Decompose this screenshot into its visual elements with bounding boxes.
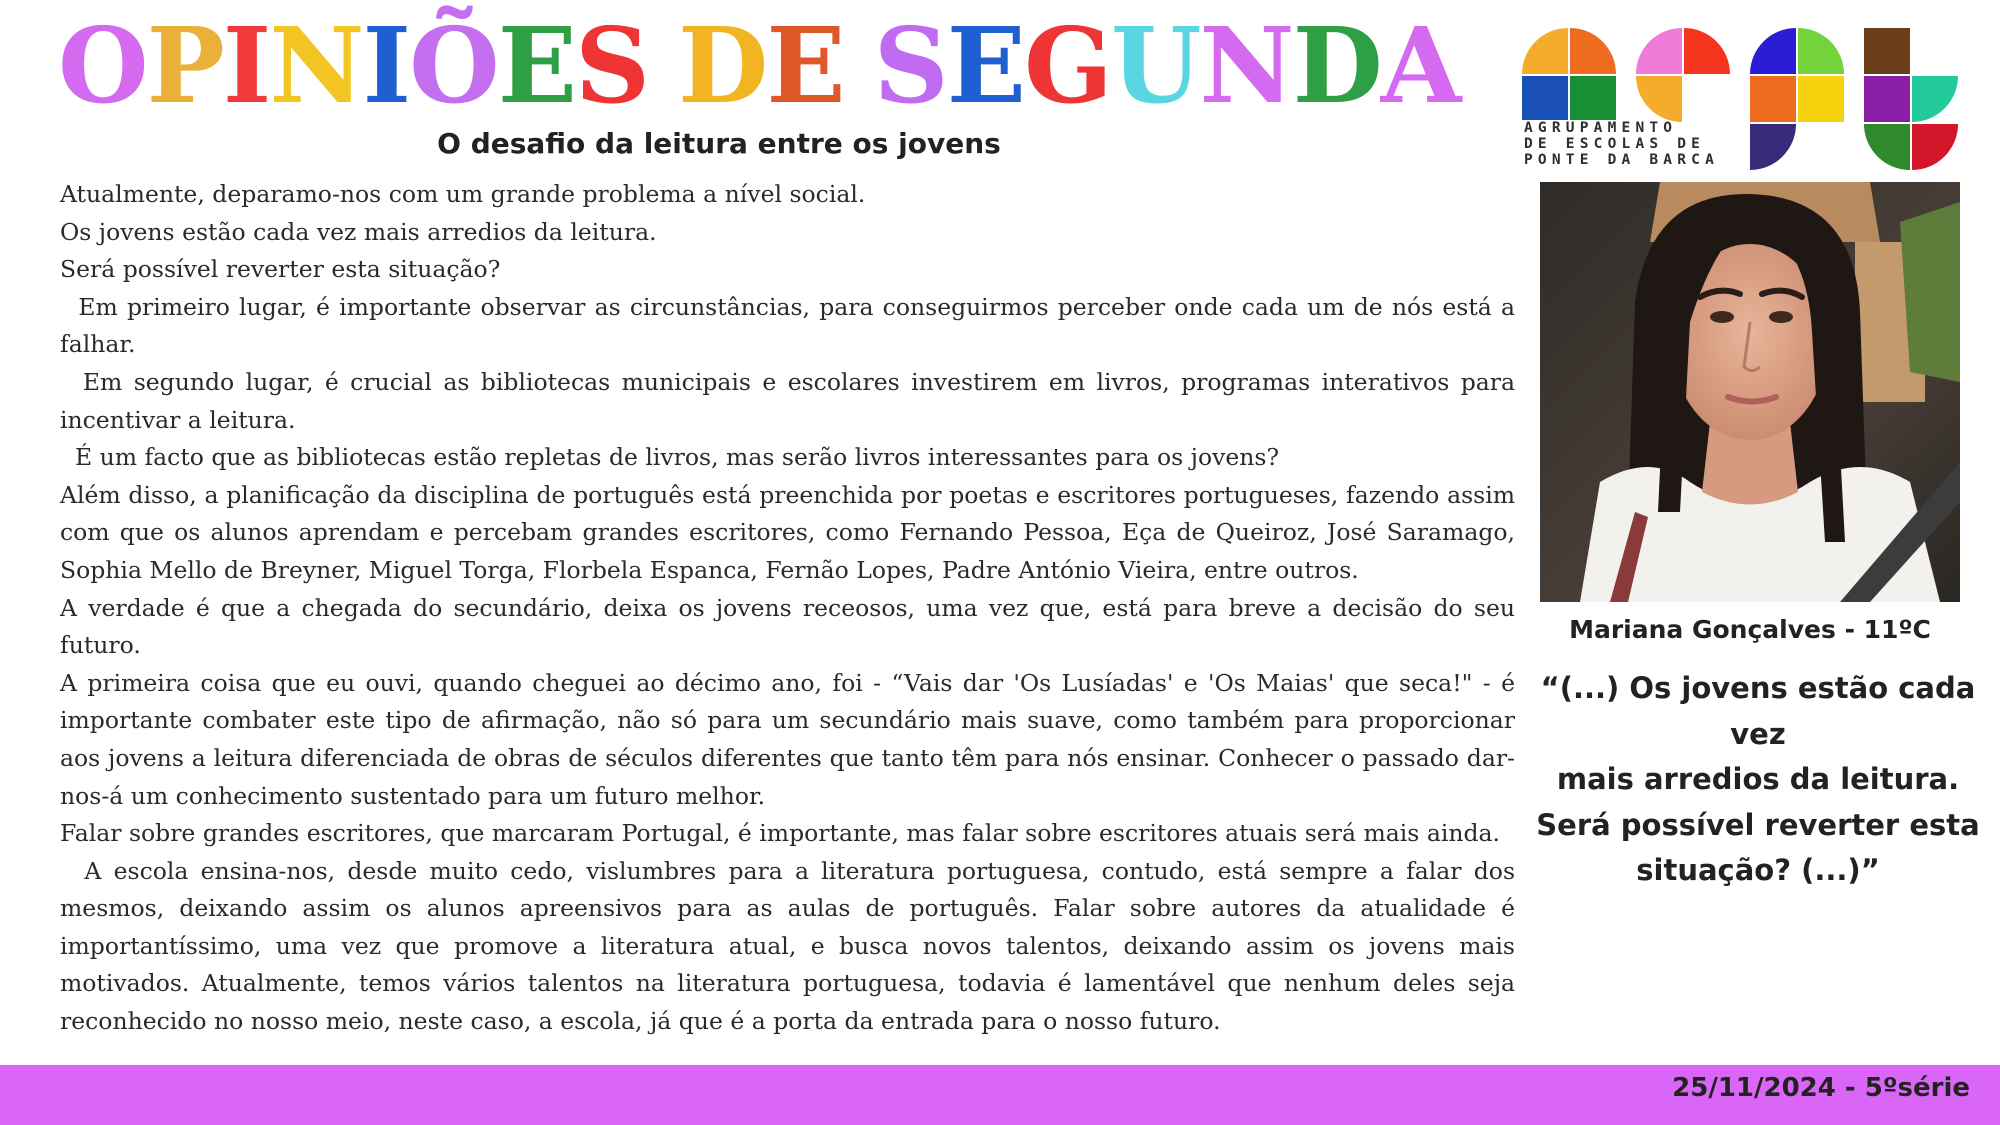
title-letter: G	[1024, 4, 1111, 127]
title-letter: O	[58, 4, 147, 127]
title-letter: Õ	[409, 4, 498, 127]
article-paragraph: A verdade é que a chegada do secundário, deixa os jovens receosos, uma vez que, está para breve a decisão do seu futuro.	[60, 593, 1515, 660]
page-title	[58, 6, 1460, 126]
pull-quote-line: situação? (...)”	[1636, 853, 1880, 887]
logo-tile	[1912, 76, 1958, 122]
article-paragraph: Os jovens estão cada vez mais arredios da leitura.	[60, 217, 657, 246]
article-paragraph: Além disso, a planificação da disciplina de português está preenchida por poetas e escritores portugueses, fazendo assim com que os alunos aprendam e percebam grandes escritores, como Fernando Pessoa, Eça de Queiroz, José Saramago, Sophia Mello de Breyner, Miguel Torga, Florbela Espanca, Fernão Lopes, Padre António Vieira, entre outros.	[60, 480, 1515, 584]
logo-tile	[1636, 76, 1682, 122]
logo-tile	[1684, 28, 1730, 74]
logo-tile	[1864, 124, 1910, 170]
article-paragraph: Em segundo lugar, é crucial as bibliotecas municipais e escolares investirem em livros, programas interativos para incentivar a leitura.	[60, 367, 1515, 434]
title-letter: E	[766, 4, 844, 127]
logo-tile	[1750, 28, 1796, 74]
pull-quote	[1528, 666, 1988, 894]
photo-eye	[1769, 311, 1793, 323]
logo-tile	[1750, 76, 1796, 122]
title-letter: N	[269, 4, 363, 127]
article-paragraph: Em primeiro lugar, é importante observar as circunstâncias, para conseguirmos perceber onde cada um de nós está a falhar.	[60, 292, 1515, 359]
pull-quote-line: Será possível reverter esta	[1536, 807, 1980, 842]
article-paragraph: A escola ensina-nos, desde muito cedo, vislumbres para a literatura portuguesa, contudo, está sempre a falar dos mesmos, deixando assim os alunos apreensivos para as aulas de português. Falar sobre autores da atualidade é importantíssimo, uma vez que promove a literatura atual, e busca novos talentos, deixando assim os jovens mais motivados. Atualmente, temos vários talentos na literatura portuguesa, todavia é lamentável que nenhum deles seja reconhecido no nosso meio, neste caso, a escola, já que é a porta da entrada para o nosso futuro.	[60, 856, 1515, 1036]
logo-tile	[1864, 76, 1910, 122]
title-letter: D	[1292, 4, 1381, 127]
logo-caption-line: DE ESCOLAS DE	[1524, 136, 1706, 152]
title-letter: S	[575, 4, 649, 127]
article-body	[60, 176, 1515, 1041]
logo-caption-line: AGRUPAMENTO	[1524, 120, 1678, 136]
title-letter: P	[146, 4, 223, 127]
logo-tile	[1636, 28, 1682, 74]
photo-caption: Mariana Gonçalves - 11ºC	[1569, 615, 1931, 644]
title-letter: U	[1110, 4, 1200, 127]
title-letter: E	[946, 4, 1025, 127]
logo-tile	[1798, 28, 1844, 74]
logo-tile	[1684, 76, 1730, 122]
logo-caption-line: PONTE DA BARCA	[1524, 152, 1720, 168]
footer-date: 25/11/2024 - 5ºsérie	[1672, 1073, 1970, 1103]
article-paragraph: Será possível reverter esta situação?	[60, 255, 501, 284]
logo-tile	[1912, 124, 1958, 170]
photo-window	[1900, 202, 1960, 382]
title-letter: E	[497, 4, 576, 127]
logo-tile	[1570, 76, 1616, 120]
title-letter: A	[1380, 4, 1460, 127]
title-letter: I	[362, 4, 410, 127]
article-paragraph: A primeira coisa que eu ouvi, quando cheguei ao décimo ano, foi - “Vais dar 'Os Lusíadas' e 'Os Maias' que seca!" - é importante combater este tipo de afirmação, não só para um secundário mais suave, como também para proporcionar aos jovens a leitura diferenciada de obras de séculos diferentes que tanto têm para nós ensinar. Conhecer o passado dar-nos-á um conhecimento sustentado para um futuro melhor.	[60, 668, 1515, 810]
footer-bar	[0, 1065, 2000, 1125]
photo-eye	[1710, 311, 1734, 323]
portrait-photo	[1540, 182, 1960, 602]
logo-tile	[1864, 28, 1910, 74]
pull-quote-line: mais arredios da leitura.	[1556, 762, 1960, 796]
pull-quote-line: “(...) Os jovens estão cada vez	[1540, 671, 1976, 751]
logo-tile	[1522, 76, 1568, 120]
logo-tile	[1798, 76, 1844, 122]
title-letter: N	[1199, 4, 1293, 127]
article-subtitle: O desafio da leitura entre os jovens	[437, 127, 1001, 160]
article-paragraph: É um facto que as bibliotecas estão repletas de livros, mas serão livros interessantes para os jovens?	[60, 443, 1280, 472]
logo-tile	[1570, 28, 1616, 74]
title-letter: I	[222, 4, 270, 127]
logo-tile	[1750, 124, 1796, 170]
logo-tile	[1912, 28, 1958, 74]
logo-tile	[1522, 28, 1568, 74]
article-paragraph: Atualmente, deparamo-nos com um grande problema a nível social.	[60, 180, 866, 208]
article-paragraph: Falar sobre grandes escritores, que marcaram Portugal, é importante, mas falar sobre escritores atuais será mais ainda.	[60, 819, 1501, 848]
title-letter: D	[678, 4, 767, 127]
title-letter: S	[873, 4, 947, 127]
logo-caption	[1524, 120, 1719, 168]
